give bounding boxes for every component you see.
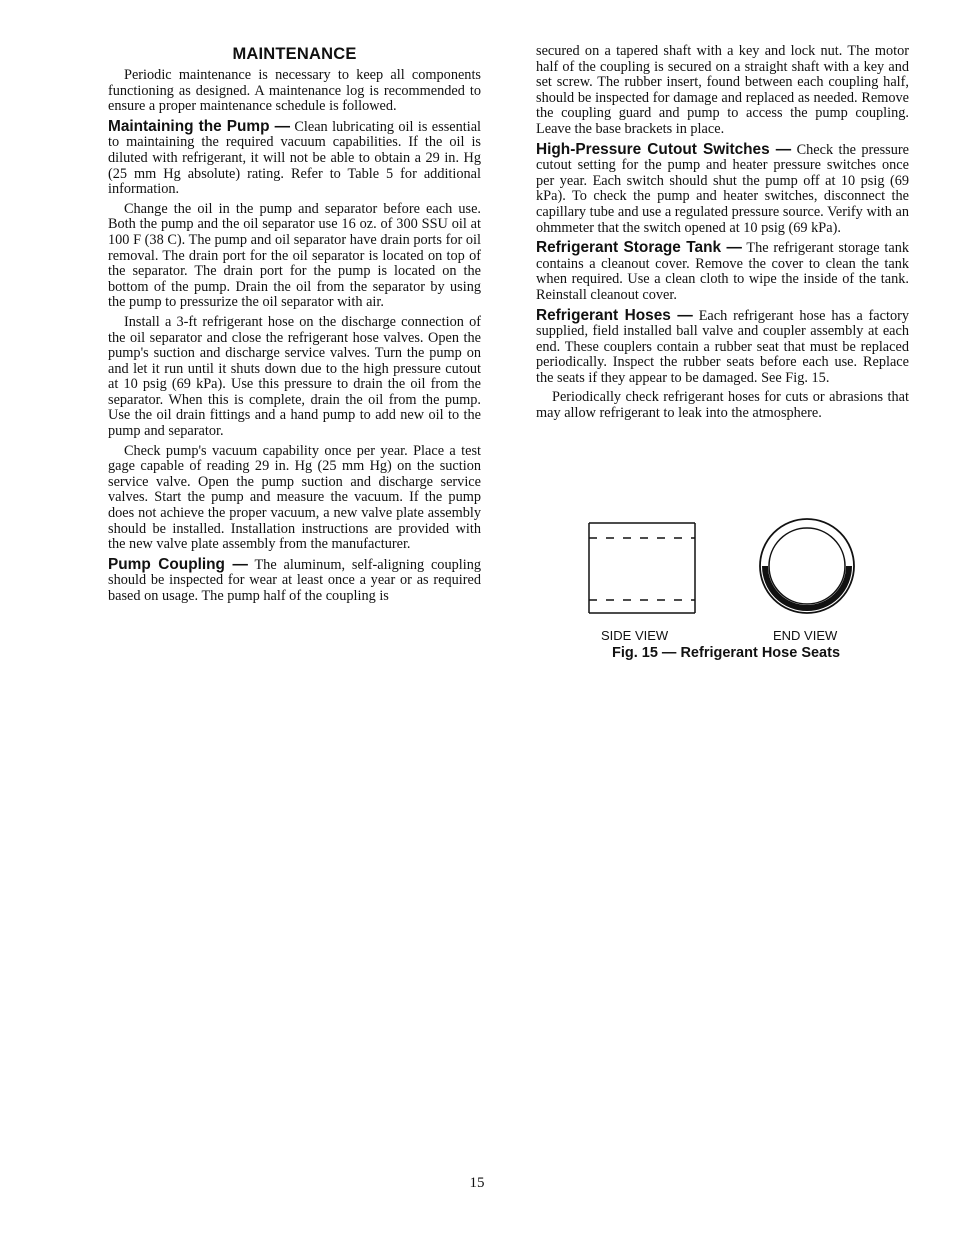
pump-coupling-text: The aluminum, self-aligning coupling should be inspected for wear at least once a year or as required based on usage. The pump half of the coupling is: [108, 556, 481, 604]
figure-caption: Fig. 15 — Refrigerant Hose Seats: [611, 645, 841, 661]
vacuum-check-paragraph: Check pump's vacuum capability once per year. Place a test gage capable of reading 29 in. Hg (25 mm Hg) on the suction service valve. Open the pump suction and discharge service valves. Start the pump and measure the vacuum. If the pump does not achieve the proper vacuum, a new valve plate assembly should be installed. Installation instructions are provided with the new valve plate assembly from the manufacturer.: [108, 442, 481, 553]
hp-cutout-paragraph: [536, 142, 909, 237]
left-column: [108, 44, 481, 609]
side-view-label: SIDE VIEW: [601, 628, 669, 643]
maintaining-pump-text: Clean lubricating oil is essential to maintaining the required vacuum capabilities. If the oil is diluted with refrigerant, it will not be able to obtain a 29 in. Hg (25 mm Hg absolute) rating. Refer to Table 5 for additional information.: [108, 118, 482, 198]
intro-paragraph: Periodic maintenance is necessary to keep all components functioning as designed. A maintenance log is recommended to ensure a proper maintenance schedule is followed.: [108, 67, 481, 115]
end-view-drawing: [760, 519, 854, 613]
hoses-text: Each refrigerant hose has a factory supplied, field installed ball valve and coupler assembly at each end. These couplers contain a rubber seat that must be replaced periodically. Inspect the rubber seats before each use. Replace the seats if they appear to be damaged. See Fig. 15.: [536, 307, 910, 386]
hoses-check-paragraph: Periodically check refrigerant hoses for cuts or abrasions that may allow refrigerant to leak into the atmosphere.: [536, 389, 909, 422]
hoses-heading: Refrigerant Hoses —: [536, 306, 693, 324]
page-number: 15: [469, 1175, 485, 1191]
coupling-continued-paragraph: secured on a tapered shaft with a key and lock nut. The motor half of the coupling is secured on a straight shaft with a key and set screw. The rubber insert, found between each coupling half, should be inspected for damage and replaced as needed. Remove the coupling guard and pump to access the pump coupling. Leave the base brackets in place.: [536, 43, 909, 137]
storage-tank-paragraph: [536, 240, 909, 303]
hose-seat-drawing: [585, 518, 875, 628]
end-view-label: END VIEW: [773, 628, 838, 643]
maintaining-pump-paragraph: [108, 119, 481, 198]
pump-coupling-paragraph: [108, 557, 481, 605]
drain-oil-paragraph: Install a 3-ft refrigerant hose on the discharge connection of the oil separator and close the refrigerant hose valves. Open the pump's suction and discharge service valves. Turn the pump on and let it run until it shuts down due to the high pressure cutout at 10 psig (69 kPa). Use this pressure to drain the oil from the separator. When this is complete, drain the oil from the pump. Use the oil drain fittings and a hand pump to add new oil to the pump and separator.: [108, 313, 481, 440]
right-column: [536, 44, 909, 426]
storage-tank-heading: Refrigerant Storage Tank —: [536, 239, 742, 257]
section-title: MAINTENANCE: [232, 45, 357, 63]
storage-tank-text: The refrigerant storage tank contains a cleanout cover. Remove the cover to clean the tank when required. Use a clean cloth to wipe the inside of the tank. Reinstall cleanout cover.: [536, 240, 909, 303]
maintaining-pump-heading: Maintaining the Pump —: [108, 117, 290, 135]
oil-change-paragraph: Change the oil in the pump and separator before each use. Both the pump and the oil separator use 16 oz. of 300 SSU oil at 100 F (38 C). The pump and oil separator have drain ports for oil removal. The drain port for the oil separator is located on top of the separator. The drain port for the pump is located on the bottom of the pump. Drain the oil from the separator by using the pump to pressurize the oil separator with air.: [108, 200, 481, 311]
side-view-drawing: [589, 523, 695, 613]
pump-coupling-heading: Pump Coupling —: [108, 555, 248, 573]
hp-cutout-heading: High-Pressure Cutout Switches —: [536, 140, 792, 158]
hoses-paragraph: [536, 308, 909, 387]
hp-cutout-text: Check the pressure cutout setting for the pump and heater pressure switches once per year. Each switch should shut the pump off at 10 psig (69 kPa). To check the pump and heater switches, disconnect the capillary tube and use a regulated pressure source. Verify with an ohmmeter that the switch opened at 10 psig (69 kPa).: [536, 141, 909, 236]
